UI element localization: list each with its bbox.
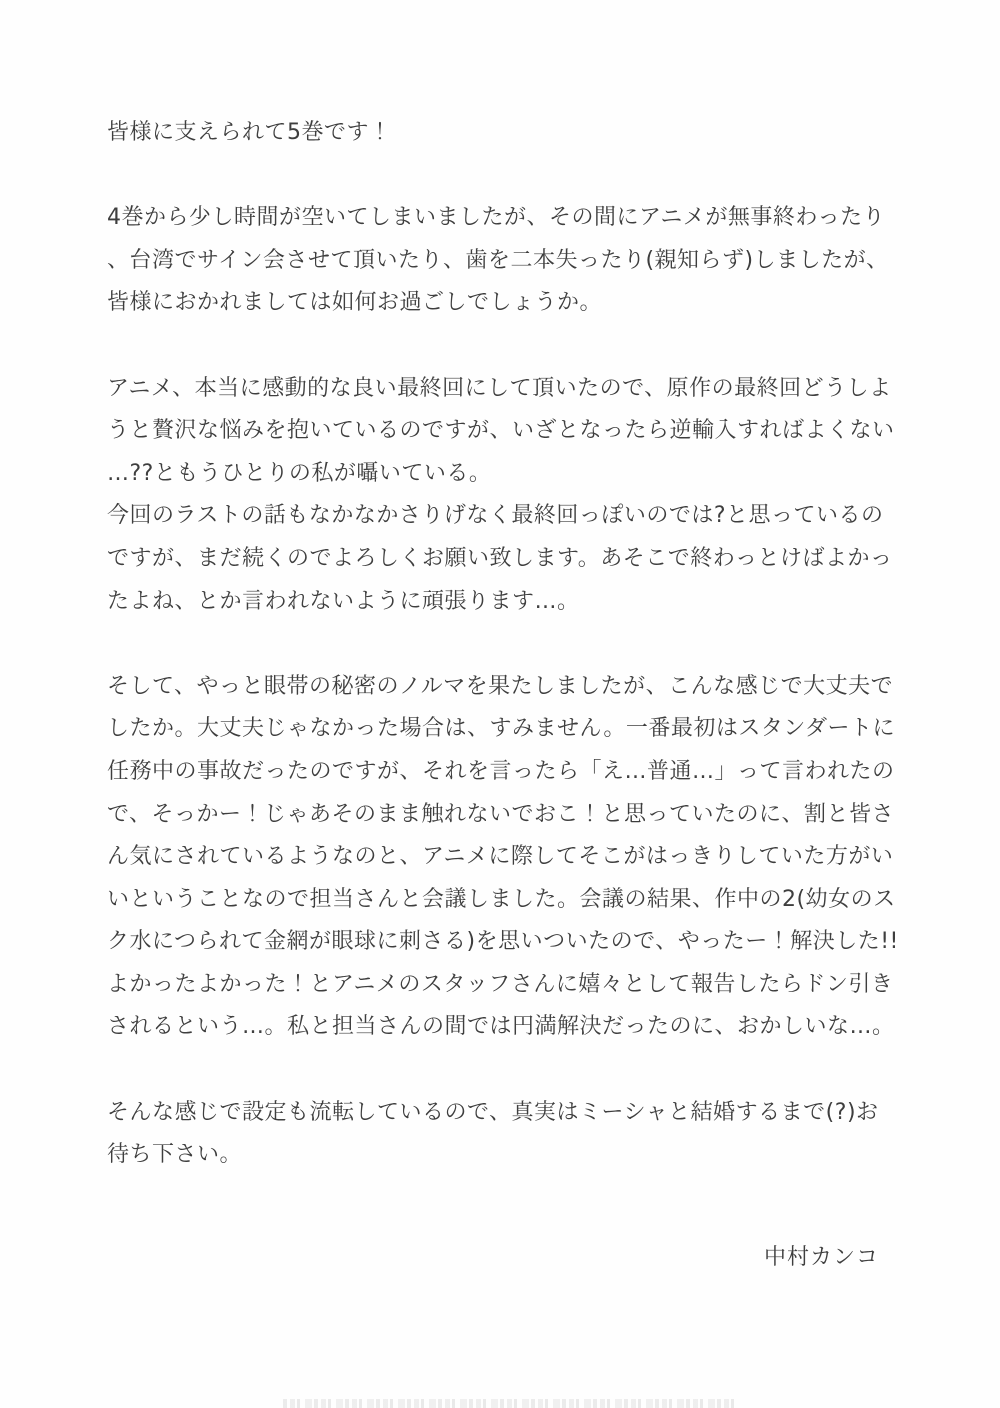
paragraph-anime-finale xyxy=(107,368,899,624)
paragraph-line: そんな感じで設定も流転しているので、真実はミーシャと結婚するまで(?)お待ち下さい。 xyxy=(107,1099,879,1168)
paragraph-line: 今回のラストの話もなかなかさりげなく最終回っぽいのでは?と思っているのですが、まだ続くのでよろしくお願い致します。あそこで終わっとけばよかったよね、とか言われないように頑張ります…。 xyxy=(107,503,893,614)
paragraph-since-vol4 xyxy=(107,197,899,325)
paragraph-line: そして、やっと眼帯の秘密のノルマを果たしましたが、こんな感じで大丈夫でしたか。大丈夫じゃなかった場合は、すみません。一番最初はスタンダートに任務中の事故だったのですが、それを言ったら「え…普通…」って言われたので、そっかー！じゃあそのまま触れないでおこ！と思っていたのに、割と皆さん気にされているようなのと、アニメに際してそこがはっきりしていた方がいいということなので担当さんと会議しました。会議の結果、作中の2(幼女のスク水につられて金網が眼球に刺さる)を思いついたので、やったー！解決した!! よかったよかった！とアニメのスタッフさんに嬉々として報告したらドン引きされるという…。私と担当さんの間では円満解決だったのに、おかしいな…。 xyxy=(107,673,899,1040)
paragraph-line: アニメ、本当に感動的な良い最終回にして頂いたので、原作の最終回どうしようと贅沢な悩みを抱いているのですが、いざとなったら逆輸入すればよくない…??ともうひとりの私が囁いている。 xyxy=(107,375,895,486)
paragraph-eyepatch-secret xyxy=(107,666,899,1049)
author-signature: 中村カンコ xyxy=(763,1244,879,1270)
bottom-cutoff-text xyxy=(283,1399,738,1408)
paragraph-closing xyxy=(107,1092,899,1177)
paragraph-line: 皆様に支えられて5巻です！ xyxy=(107,120,392,145)
paragraph-line: 4巻から少し時間が空いてしまいましたが、その間にアニメが無事終わったり、台湾でサイン会させて頂いたり、歯を二本失ったり(親知らず)しましたが、皆様におかれましては如何お過ごしでしょうか。 xyxy=(107,205,889,316)
paragraph-greeting xyxy=(107,112,899,155)
afterword-body xyxy=(107,112,899,1279)
